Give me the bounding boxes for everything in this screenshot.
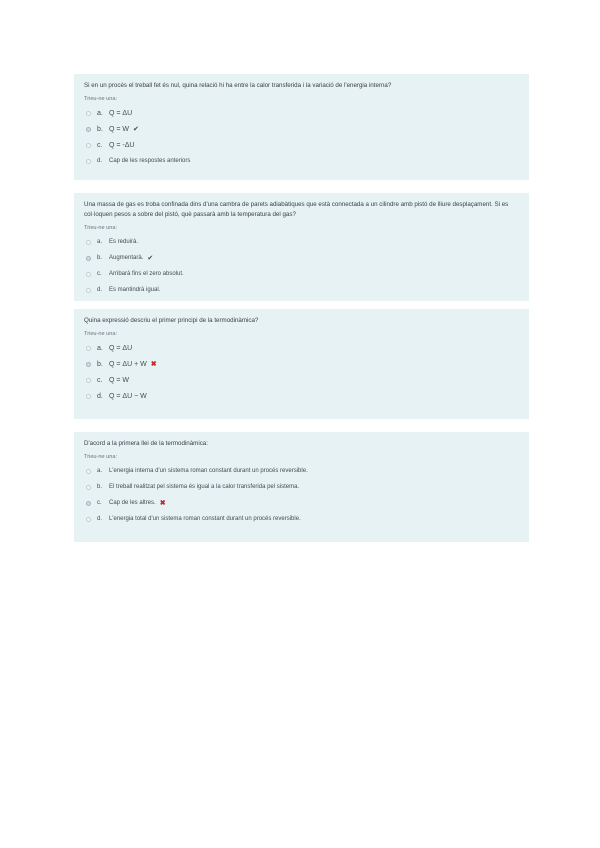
answer-option[interactable] — [84, 356, 519, 372]
answer-option[interactable] — [84, 479, 519, 495]
option-text: Es reduirà. — [109, 239, 139, 245]
option-text: Q = ΔU + W — [109, 360, 147, 368]
radio-button[interactable] — [86, 240, 91, 245]
radio-button[interactable] — [86, 143, 91, 148]
radio-button[interactable] — [86, 485, 91, 490]
cross-icon: ✖ — [159, 500, 166, 507]
option-text: L'energia total d'un sistema roman constant durant un procés reversible. — [109, 516, 301, 522]
radio-button[interactable] — [86, 346, 91, 351]
option-text: Es mantindrà igual. — [109, 287, 161, 293]
option-text: El treball realitzat pel sistema és igual a la calor transferida pel sistema. — [109, 484, 300, 490]
radio-button[interactable] — [86, 288, 91, 293]
question-text: Si en un procés el treball fet és nul, quina relació hi ha entre la calor transferida i la variació de l'energia interna? — [84, 82, 392, 89]
option-text: Arribarà fins el zero absolut. — [109, 271, 184, 277]
option-text: Q = ΔU — [109, 109, 133, 117]
option-letter: b. — [97, 360, 103, 368]
radio-button[interactable] — [86, 394, 91, 399]
option-letter: a. — [97, 468, 103, 474]
answer-option[interactable] — [84, 388, 519, 404]
question-text: D'acord a la primera llei de la termodinàmica: — [84, 440, 208, 447]
option-text: Q = ΔU − W — [109, 392, 147, 400]
question-text: Una massa de gas es troba confinada dins d'una cambra de parets adiabàtiques que està connectada a un cilindre amb pistó de lliure desplaçament. Si es col·loquen pesos a sobre del pistó, què passarà amb la temperatura del gas? — [84, 201, 509, 218]
question-prompt: Trieu-ne una: — [84, 225, 118, 231]
option-text: Cap de les respostes anteriors — [109, 158, 191, 164]
option-letter: b. — [97, 484, 103, 490]
answer-option[interactable] — [84, 266, 519, 282]
question-prompt: Trieu-ne una: — [84, 96, 118, 102]
question-card-2 — [74, 193, 529, 301]
radio-button-selected[interactable] — [86, 127, 91, 132]
option-text: Q = W — [109, 125, 130, 133]
option-letter: c. — [97, 141, 103, 149]
question-prompt: Trieu-ne una: — [84, 454, 118, 460]
option-letter: d. — [97, 158, 103, 164]
option-letter: d. — [97, 392, 103, 400]
option-letter: c. — [97, 500, 102, 506]
option-letter: c. — [97, 271, 102, 277]
option-letter: a. — [97, 344, 103, 352]
check-icon: ✔ — [147, 255, 154, 262]
answer-option[interactable] — [84, 495, 519, 511]
question-card-4 — [74, 432, 529, 542]
radio-button[interactable] — [86, 111, 91, 116]
answer-option[interactable] — [84, 105, 519, 121]
question-text: Quina expressió descriu el primer principi de la termodinàmica? — [84, 317, 259, 324]
option-text: Augmentarà. — [109, 255, 144, 261]
check-icon: ✔ — [133, 126, 139, 133]
answer-option[interactable] — [84, 153, 519, 169]
radio-button-selected[interactable] — [86, 256, 91, 261]
option-text: Q = ΔU — [109, 344, 133, 352]
answer-option[interactable] — [84, 250, 519, 266]
question-card-3 — [74, 309, 529, 419]
option-text: Q = W — [109, 376, 130, 384]
option-letter: d. — [97, 287, 103, 293]
radio-button-selected[interactable] — [86, 362, 91, 367]
answer-option[interactable] — [84, 121, 519, 137]
radio-button[interactable] — [86, 469, 91, 474]
radio-button[interactable] — [86, 272, 91, 277]
option-letter: b. — [97, 125, 103, 133]
answer-option[interactable] — [84, 282, 519, 298]
answer-option[interactable] — [84, 463, 519, 479]
radio-button[interactable] — [86, 517, 91, 522]
option-letter: b. — [97, 255, 103, 261]
option-text: Q = -ΔU — [109, 141, 135, 149]
answer-option[interactable] — [84, 340, 519, 356]
option-letter: d. — [97, 516, 103, 522]
option-text: L'energia interna d'un sistema roman constant durant un procés reversible. — [109, 468, 308, 474]
answer-option[interactable] — [84, 511, 519, 527]
answer-option[interactable] — [84, 234, 519, 250]
cross-icon: ✖ — [150, 361, 157, 368]
option-text: Cap de les altres. — [109, 500, 156, 506]
radio-button[interactable] — [86, 159, 91, 164]
question-prompt: Trieu-ne una: — [84, 331, 118, 337]
option-letter: a. — [97, 109, 103, 117]
question-card-1 — [74, 74, 529, 180]
answer-option[interactable] — [84, 372, 519, 388]
radio-button-selected[interactable] — [86, 501, 91, 506]
option-letter: a. — [97, 239, 103, 245]
option-letter: c. — [97, 376, 103, 384]
radio-button[interactable] — [86, 378, 91, 383]
answer-option[interactable] — [84, 137, 519, 153]
